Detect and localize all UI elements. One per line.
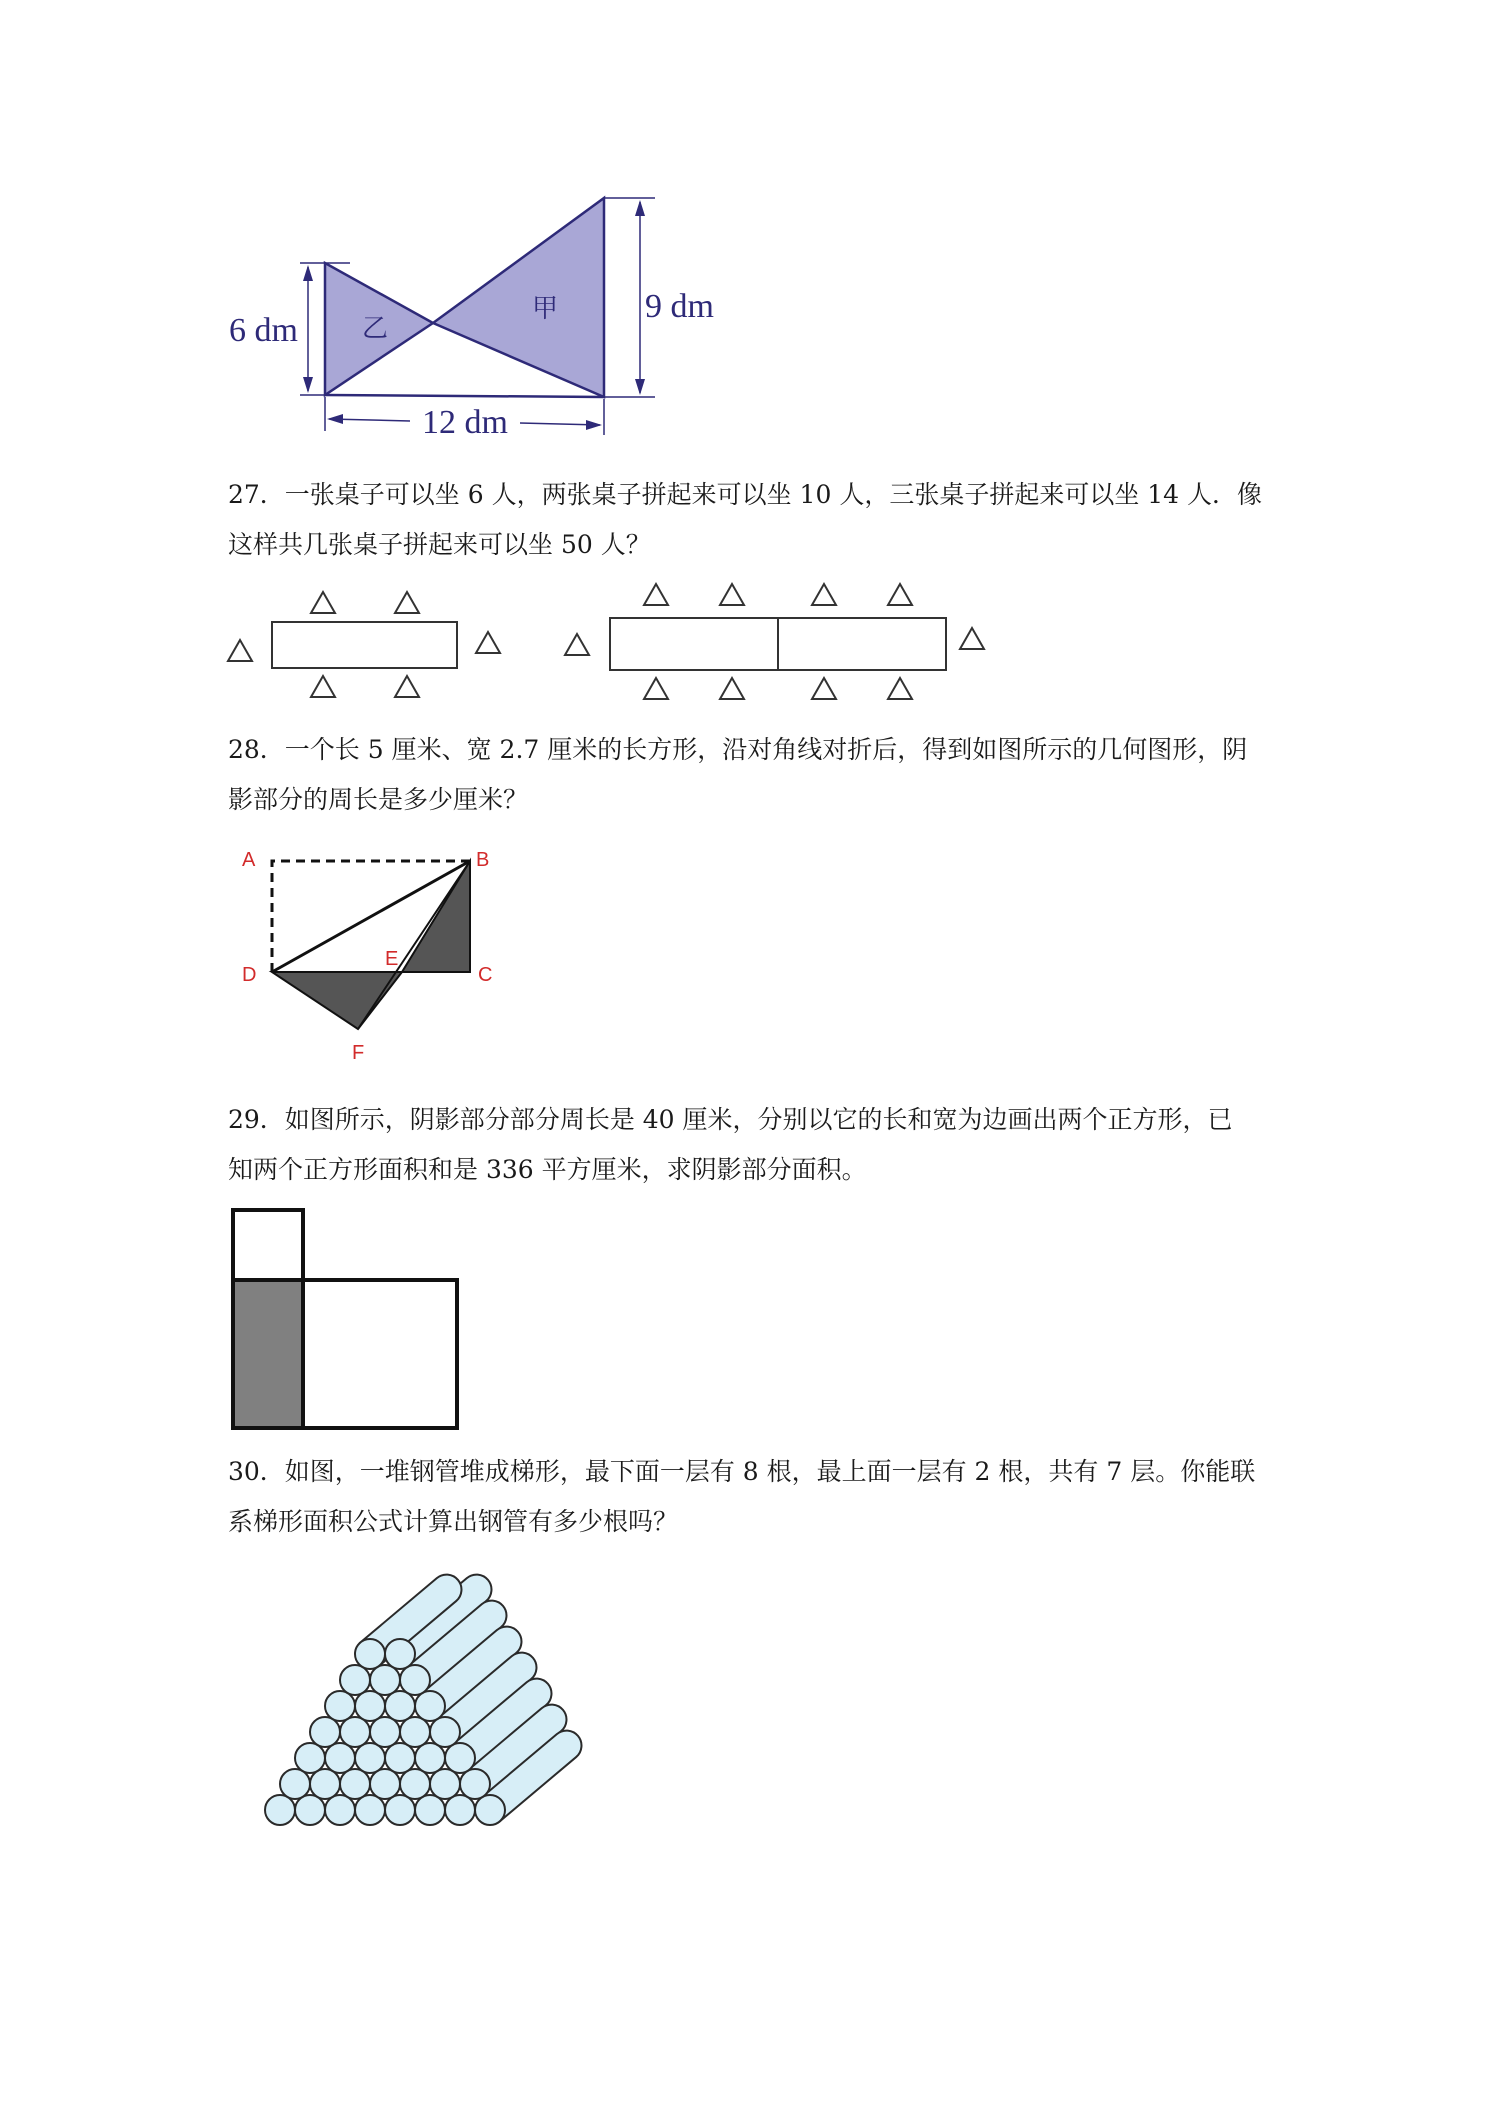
seat-triangle xyxy=(311,592,335,613)
pipe-end xyxy=(295,1795,325,1825)
label-C: C xyxy=(478,964,493,986)
single-table xyxy=(272,622,457,668)
left-dimension-label: 6 dm xyxy=(229,312,298,349)
question-30-line-2: 系梯形面积公式计算出钢管有多少根吗？ xyxy=(228,1507,679,1536)
pipe-end xyxy=(400,1665,430,1695)
pipe-end xyxy=(355,1743,385,1773)
pipe-end xyxy=(415,1691,445,1721)
seat-triangle xyxy=(960,628,984,649)
pipe-end xyxy=(265,1795,295,1825)
stacked-pipes-figure xyxy=(255,1545,635,1835)
bowtie-triangles-figure xyxy=(220,185,720,450)
label-yi: 乙 xyxy=(362,314,389,344)
shaded-triangle-left xyxy=(272,972,402,1029)
seat-triangle xyxy=(228,640,252,661)
triangle-jia xyxy=(433,198,604,397)
question-27-line-1: 27．一张桌子可以坐 6 人，两张桌子拼起来可以坐 10 人，三张桌子拼起来可以坐 14 人．像 xyxy=(228,480,1263,509)
tables-seats-figure xyxy=(220,575,1010,715)
pipe-end xyxy=(370,1769,400,1799)
seat-triangle xyxy=(476,632,500,653)
pipe-end xyxy=(325,1691,355,1721)
pipe-end xyxy=(340,1665,370,1695)
pipe-end xyxy=(430,1769,460,1799)
question-27 xyxy=(228,470,1278,570)
question-30-line-1: 30．如图，一堆钢管堆成梯形，最下面一层有 8 根，最上面一层有 2 根，共有 7 层。你能联 xyxy=(228,1457,1256,1486)
label-F: F xyxy=(352,1042,365,1064)
seat-triangle xyxy=(720,678,744,699)
pipe-end xyxy=(340,1769,370,1799)
bottom-dimension-label: 12 dm xyxy=(422,404,508,441)
pipe-stack xyxy=(265,1575,581,1825)
pipe-end xyxy=(355,1691,385,1721)
seat-triangle xyxy=(395,592,419,613)
question-29-line-2: 知两个正方形面积和是 336 平方厘米，求阴影部分面积。 xyxy=(228,1155,867,1184)
right-dimension-label: 9 dm xyxy=(645,288,714,325)
squares-figure xyxy=(228,1205,478,1435)
seat-triangle xyxy=(888,678,912,699)
label-jia: 甲 xyxy=(532,294,559,324)
seat-triangle xyxy=(812,678,836,699)
pipe-end xyxy=(310,1769,340,1799)
large-square xyxy=(303,1280,457,1428)
question-29-line-1: 29．如图所示，阴影部分部分周长是 40 厘米，分别以它的长和宽为边画出两个正方形，已 xyxy=(228,1105,1233,1134)
label-A: A xyxy=(242,849,256,871)
seat-triangle xyxy=(565,634,589,655)
question-27-line-2: 这样共几张桌子拼起来可以坐 50 人？ xyxy=(228,530,651,559)
seat-triangle xyxy=(812,584,836,605)
pipe-end xyxy=(280,1769,310,1799)
pipe-end xyxy=(415,1795,445,1825)
small-square xyxy=(233,1210,303,1280)
pipe-end xyxy=(355,1639,385,1669)
question-29 xyxy=(228,1095,1278,1195)
double-table-left xyxy=(610,618,778,670)
pipe-end xyxy=(415,1743,445,1773)
seat-triangle xyxy=(311,676,335,697)
pipe-end xyxy=(370,1717,400,1747)
folded-rectangle-figure xyxy=(220,835,520,1075)
pipe-end xyxy=(355,1795,385,1825)
label-D: D xyxy=(242,964,257,986)
pipe-end xyxy=(400,1769,430,1799)
pipe-end xyxy=(385,1743,415,1773)
pipe-end xyxy=(325,1743,355,1773)
pipe-end xyxy=(325,1795,355,1825)
question-28-line-2: 影部分的周长是多少厘米？ xyxy=(228,785,529,814)
shaded-rectangle xyxy=(233,1280,303,1428)
label-B: B xyxy=(476,849,490,871)
seat-triangle xyxy=(644,678,668,699)
pipe-end xyxy=(445,1743,475,1773)
double-table-right xyxy=(778,618,946,670)
pipe-end xyxy=(400,1717,430,1747)
pipe-end xyxy=(295,1743,325,1773)
pipe-end xyxy=(385,1691,415,1721)
pipe-end xyxy=(475,1795,505,1825)
pipe-end xyxy=(445,1795,475,1825)
seat-triangle xyxy=(720,584,744,605)
bottom-edge xyxy=(325,395,604,397)
seat-triangle xyxy=(888,584,912,605)
pipe-end xyxy=(370,1665,400,1695)
pipe-end xyxy=(385,1639,415,1669)
label-E: E xyxy=(385,948,399,970)
pipe-end xyxy=(460,1769,490,1799)
pipe-end xyxy=(340,1717,370,1747)
seat-markers xyxy=(228,584,984,699)
pipe-end xyxy=(385,1795,415,1825)
question-28-line-1: 28．一个长 5 厘米、宽 2.7 厘米的长方形，沿对角线对折后，得到如图所示的几何图形，阴 xyxy=(228,735,1248,764)
pipe-end xyxy=(430,1717,460,1747)
seat-triangle xyxy=(644,584,668,605)
question-30 xyxy=(228,1447,1278,1547)
pipe-end xyxy=(310,1717,340,1747)
question-28 xyxy=(228,725,1278,825)
seat-triangle xyxy=(395,676,419,697)
